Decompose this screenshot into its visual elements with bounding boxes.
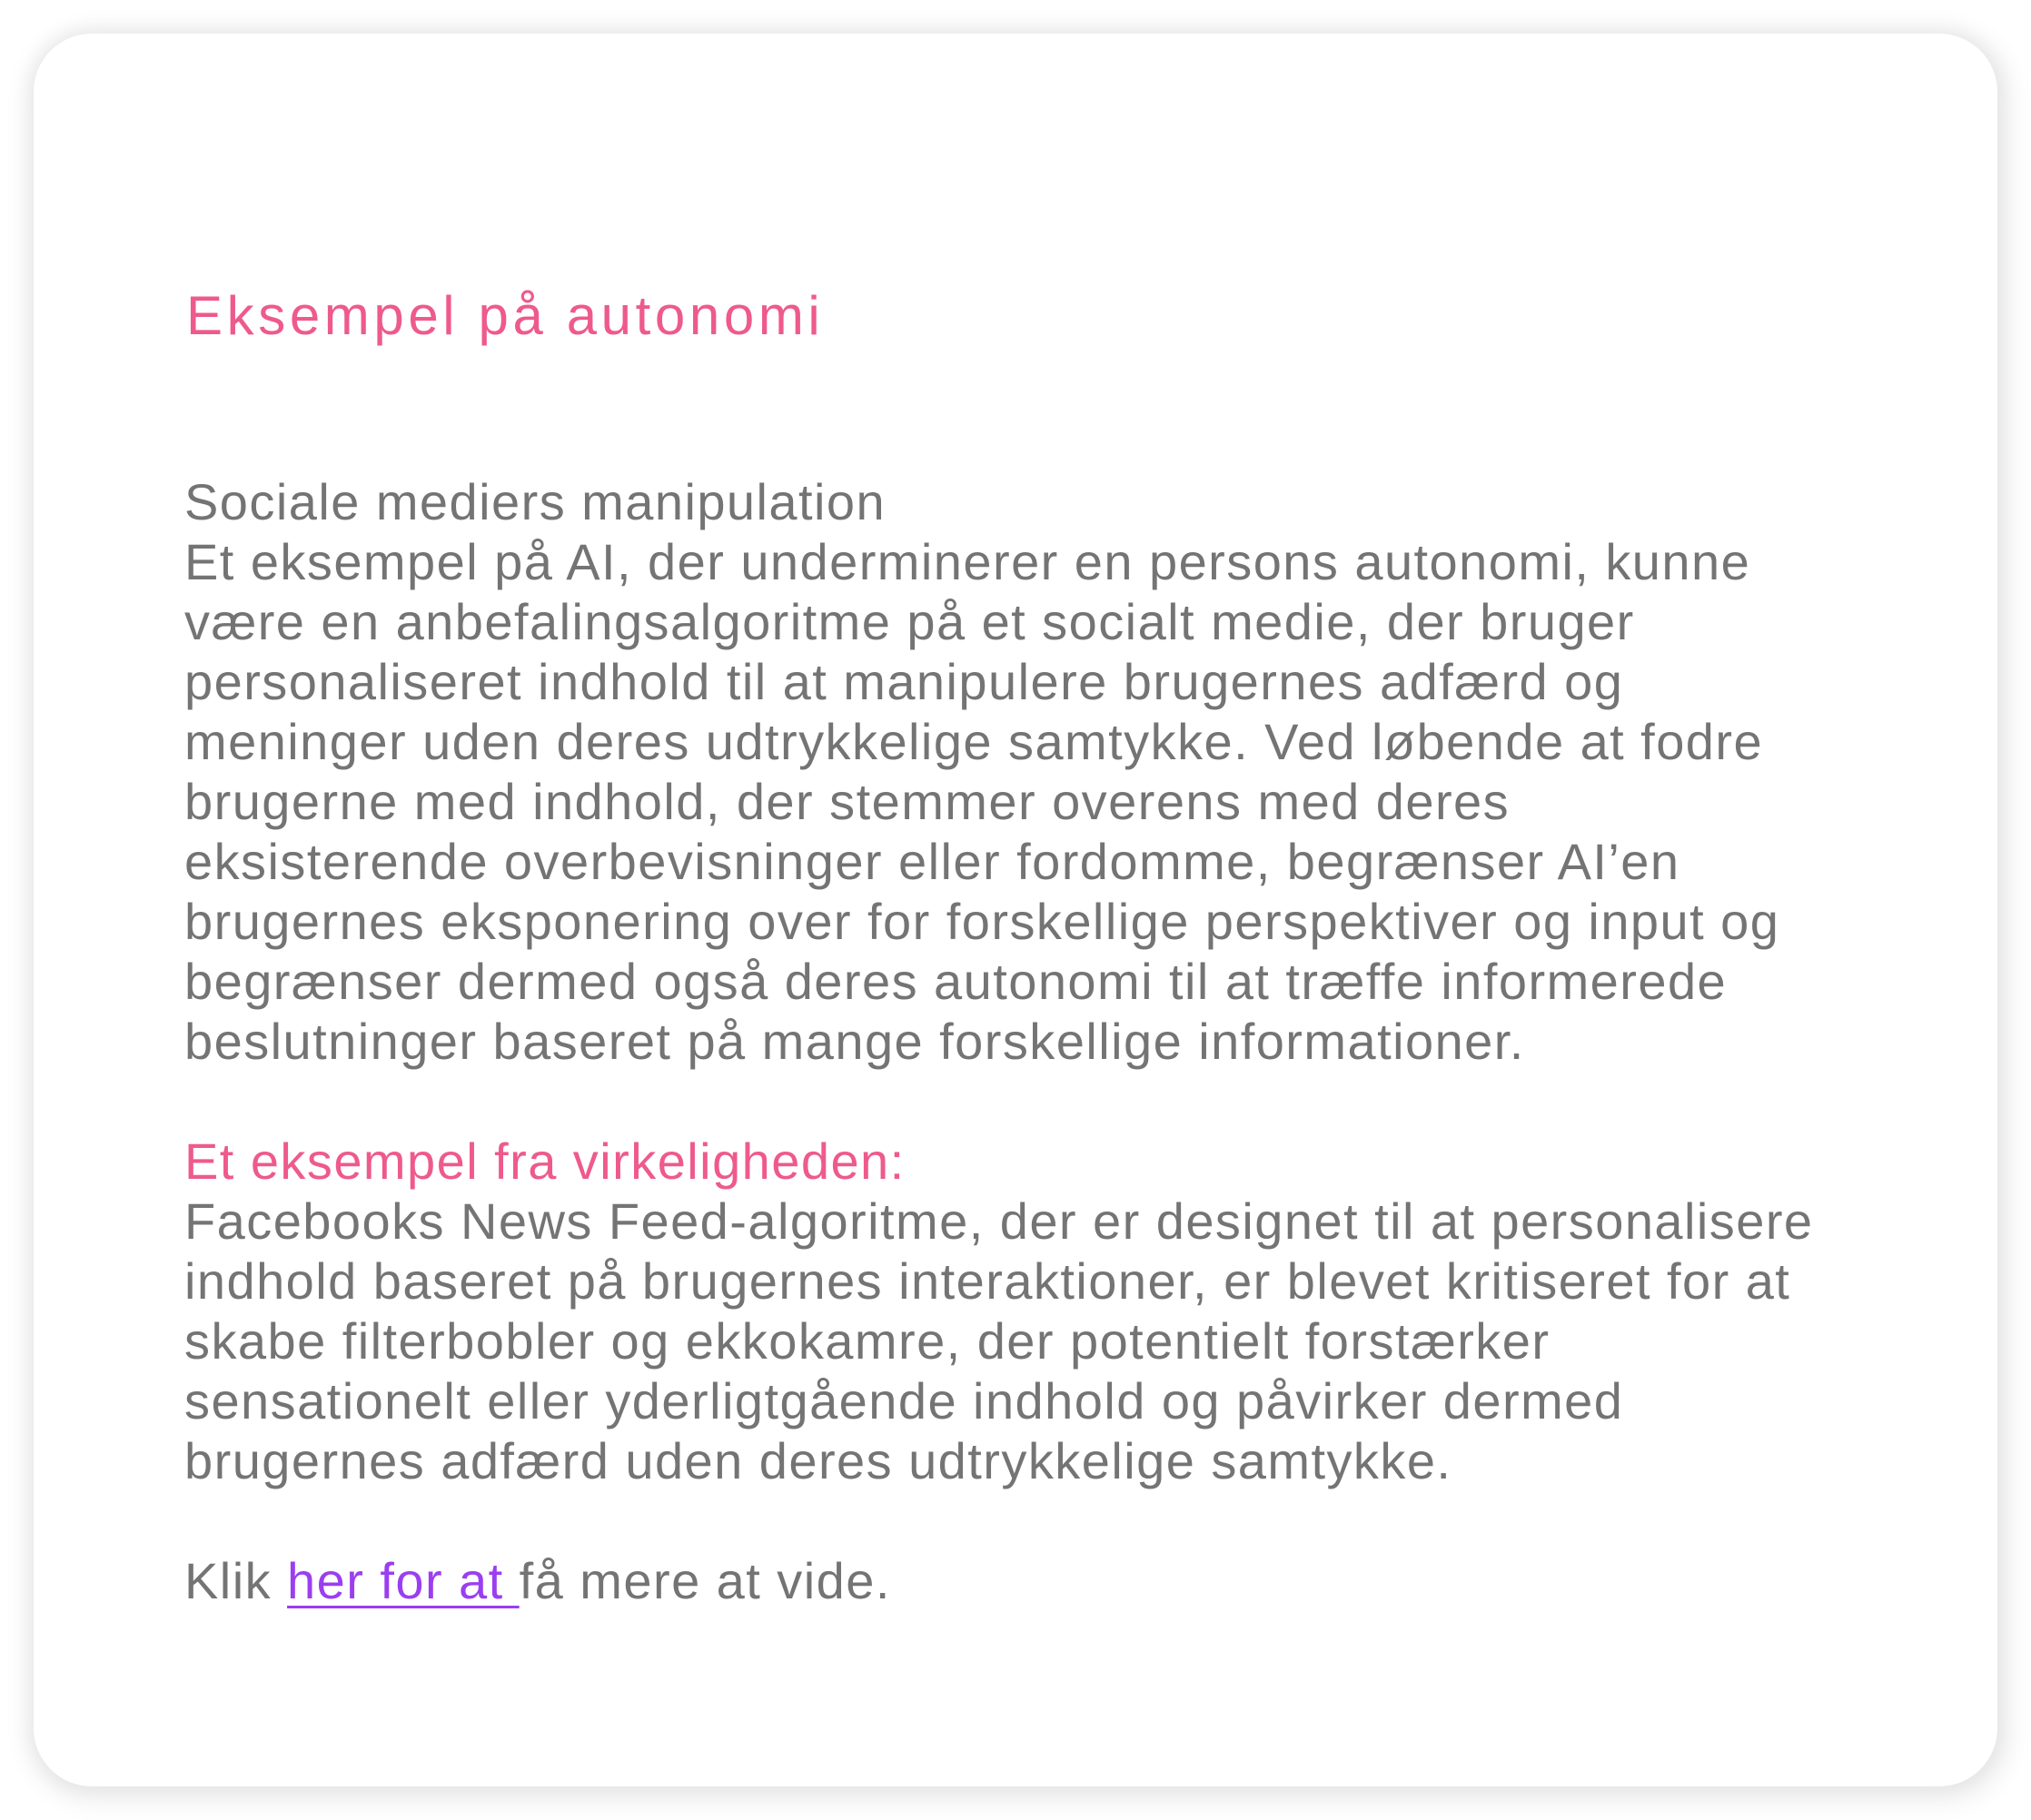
content-card [34, 34, 1997, 1786]
learn-more-link[interactable]: her for at [287, 1552, 520, 1609]
section-heading-social-media: Sociale mediers manipulation [184, 473, 887, 530]
paragraph-line: indhold baseret på brugernes interaktioner, er blevet kritiseret for at [184, 1252, 1791, 1310]
paragraph-line: Facebooks News Feed-algoritme, der er designet til at personalisere [184, 1192, 1814, 1250]
paragraph-line: Et eksempel på AI, der underminerer en persons autonomi, kunne [184, 533, 1751, 590]
paragraph-line: være en anbefalingsalgoritme på et socialt medie, der bruger [184, 593, 1635, 650]
spacer [184, 1072, 1956, 1132]
paragraph-line: skabe filterbobler og ekkokamre, der potentielt forstærker [184, 1312, 1550, 1370]
section-heading-real-world-example: Et eksempel fra virkeligheden: [184, 1133, 906, 1190]
more-info-prefix: Klik [184, 1552, 288, 1609]
paragraph-line: brugerne med indhold, der stemmer overens med deres [184, 773, 1511, 830]
card-title: Eksempel på autonomi [186, 285, 825, 346]
spacer [184, 1491, 1956, 1551]
more-info-suffix: få mere at vide. [519, 1552, 891, 1609]
more-info-line [184, 1551, 1956, 1611]
paragraph-line: beslutninger baseret på mange forskellige informationer. [184, 1013, 1525, 1070]
paragraph-line: meninger uden deres udtrykkelige samtykke. Ved løbende at fodre [184, 713, 1764, 770]
paragraph-line: brugernes eksponering over for forskellige perspektiver og input og [184, 893, 1780, 950]
section-paragraph-real-world-example [184, 1192, 1956, 1491]
paragraph-line: sensationelt eller yderligtgående indhold og påvirker dermed [184, 1372, 1624, 1429]
paragraph-line: personaliseret indhold til at manipulere brugernes adfærd og [184, 653, 1624, 710]
section-paragraph-autonomy-example [184, 532, 1956, 1072]
paragraph-line: begrænser dermed også deres autonomi til at træffe informerede [184, 953, 1728, 1010]
paragraph-line: brugernes adfærd uden deres udtrykkelige samtykke. [184, 1432, 1452, 1489]
card-body [184, 472, 1956, 1611]
paragraph-line: eksisterende overbevisninger eller fordomme, begrænser AI’en [184, 833, 1680, 890]
